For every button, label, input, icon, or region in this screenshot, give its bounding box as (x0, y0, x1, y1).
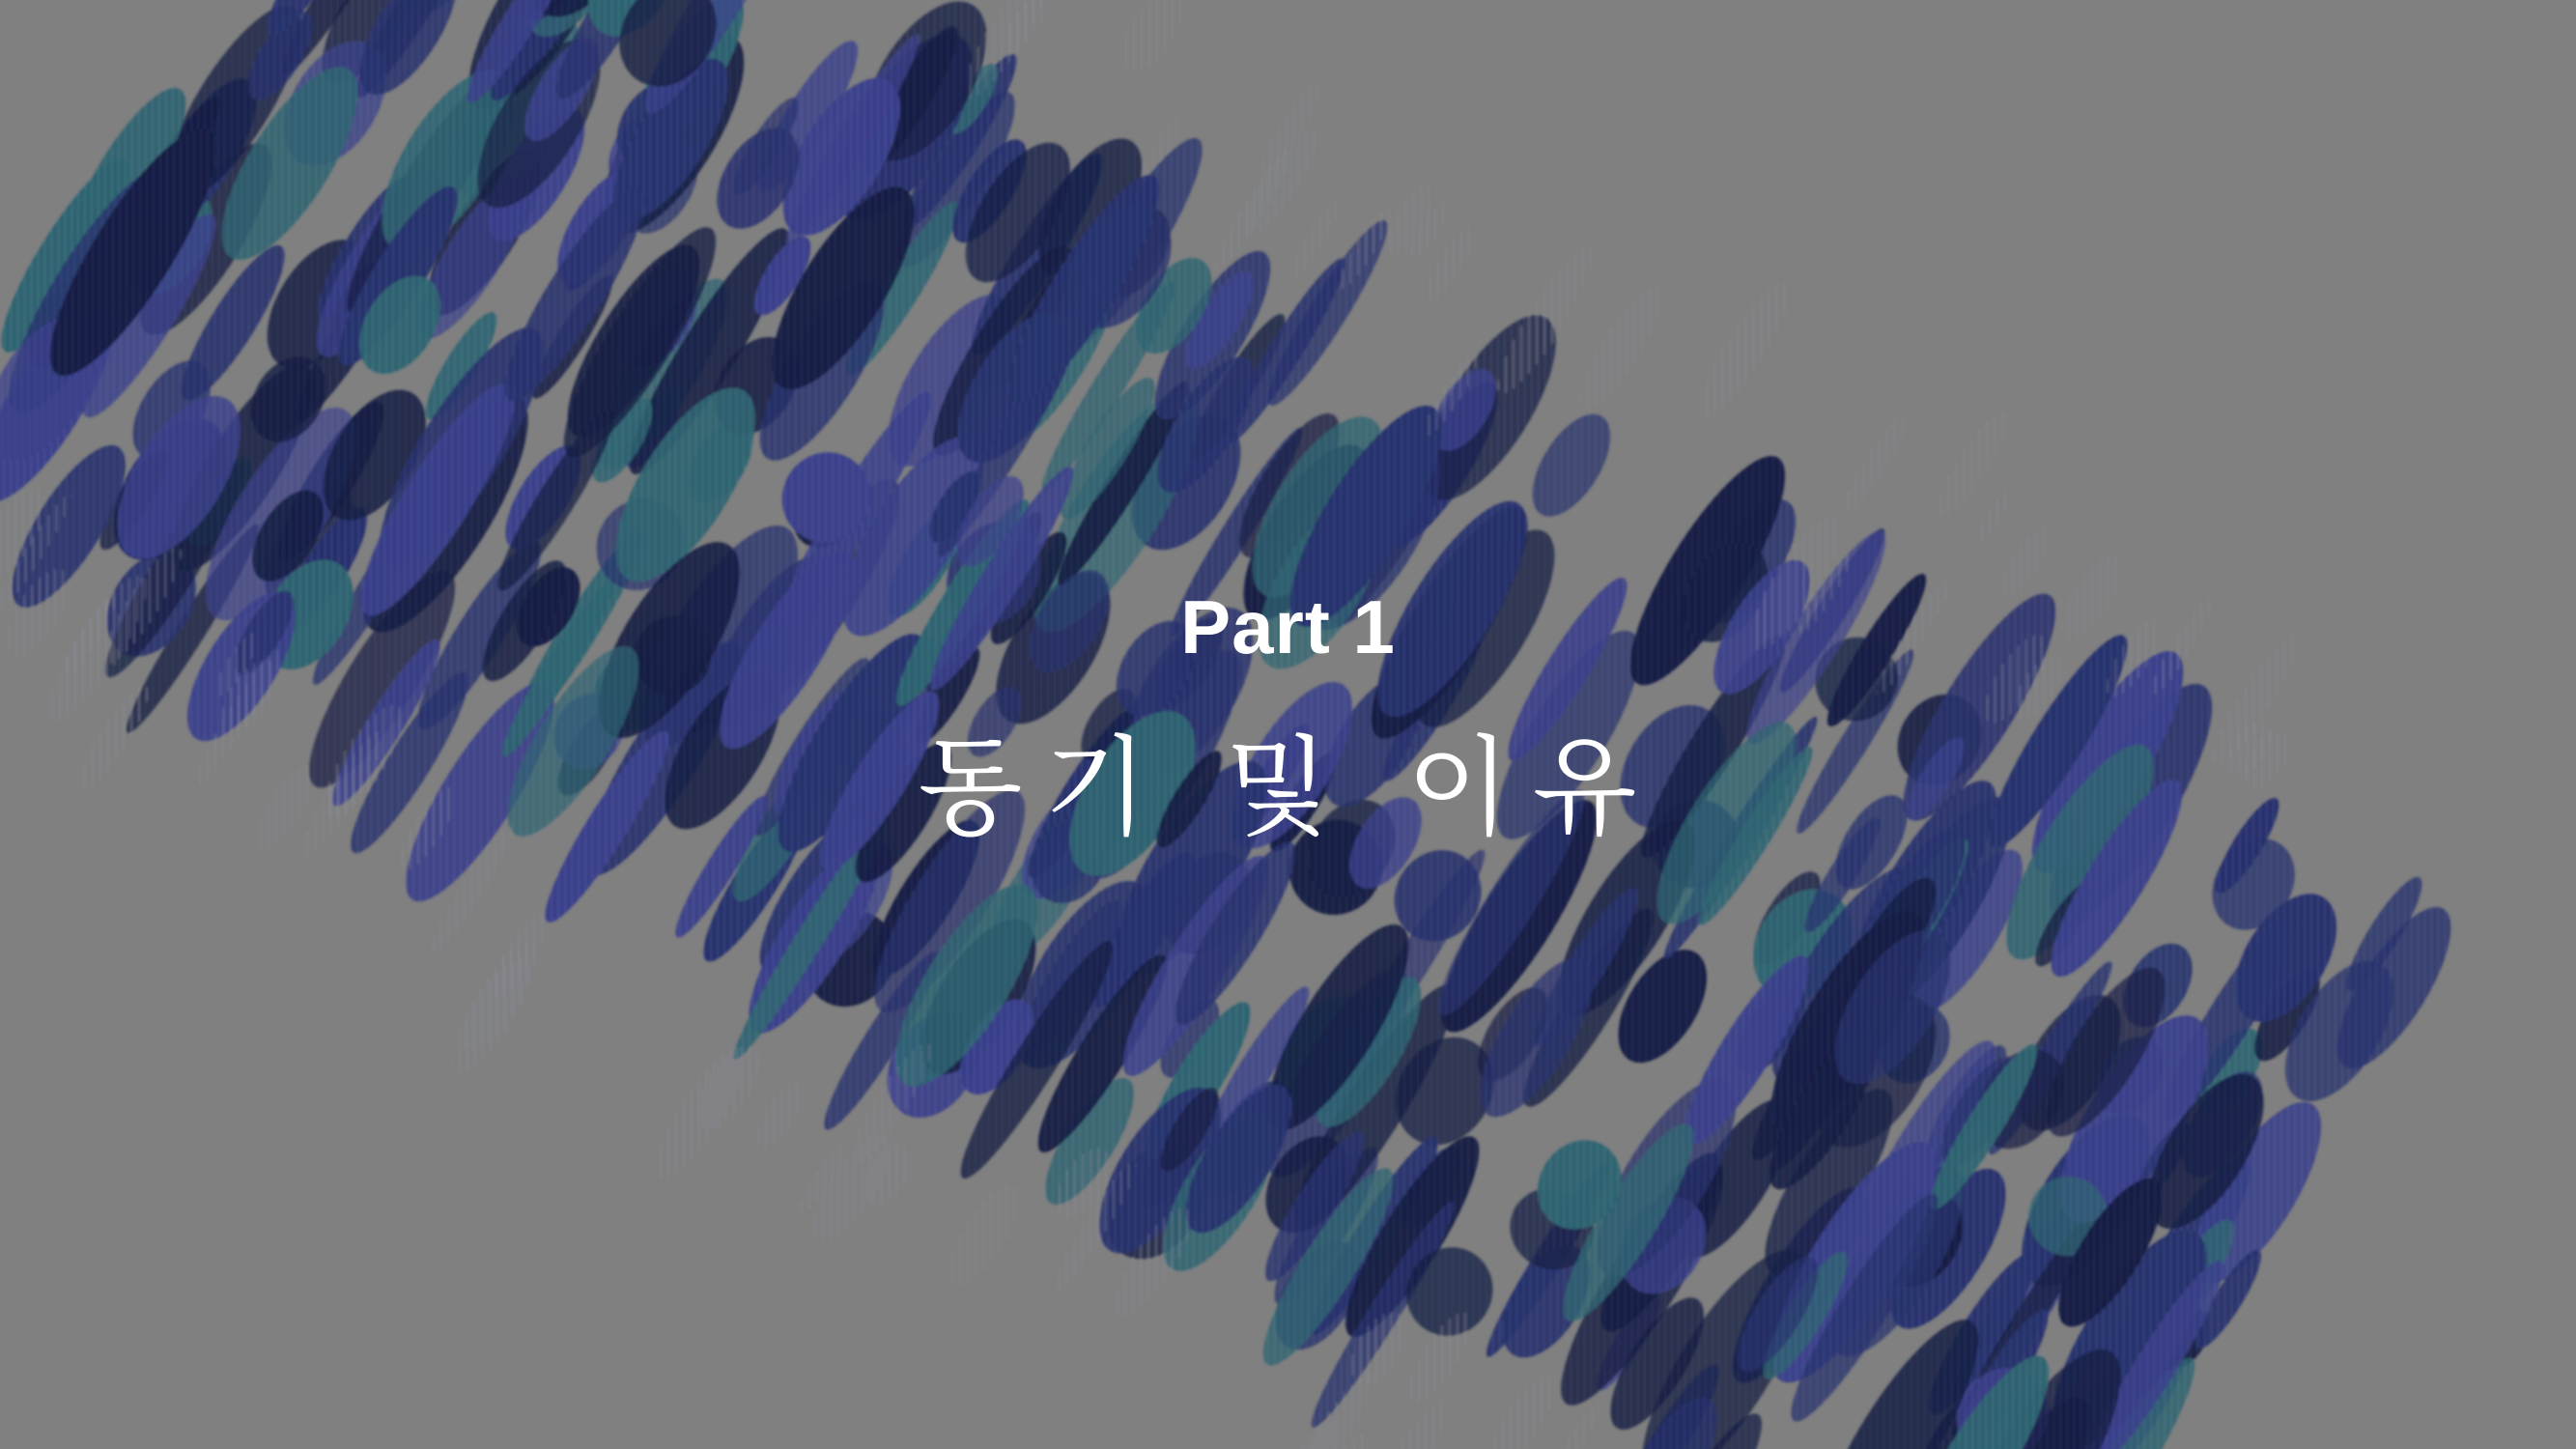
section-title: 동기 및 이유 (918, 725, 1658, 851)
part-label: Part 1 (1180, 584, 1396, 669)
